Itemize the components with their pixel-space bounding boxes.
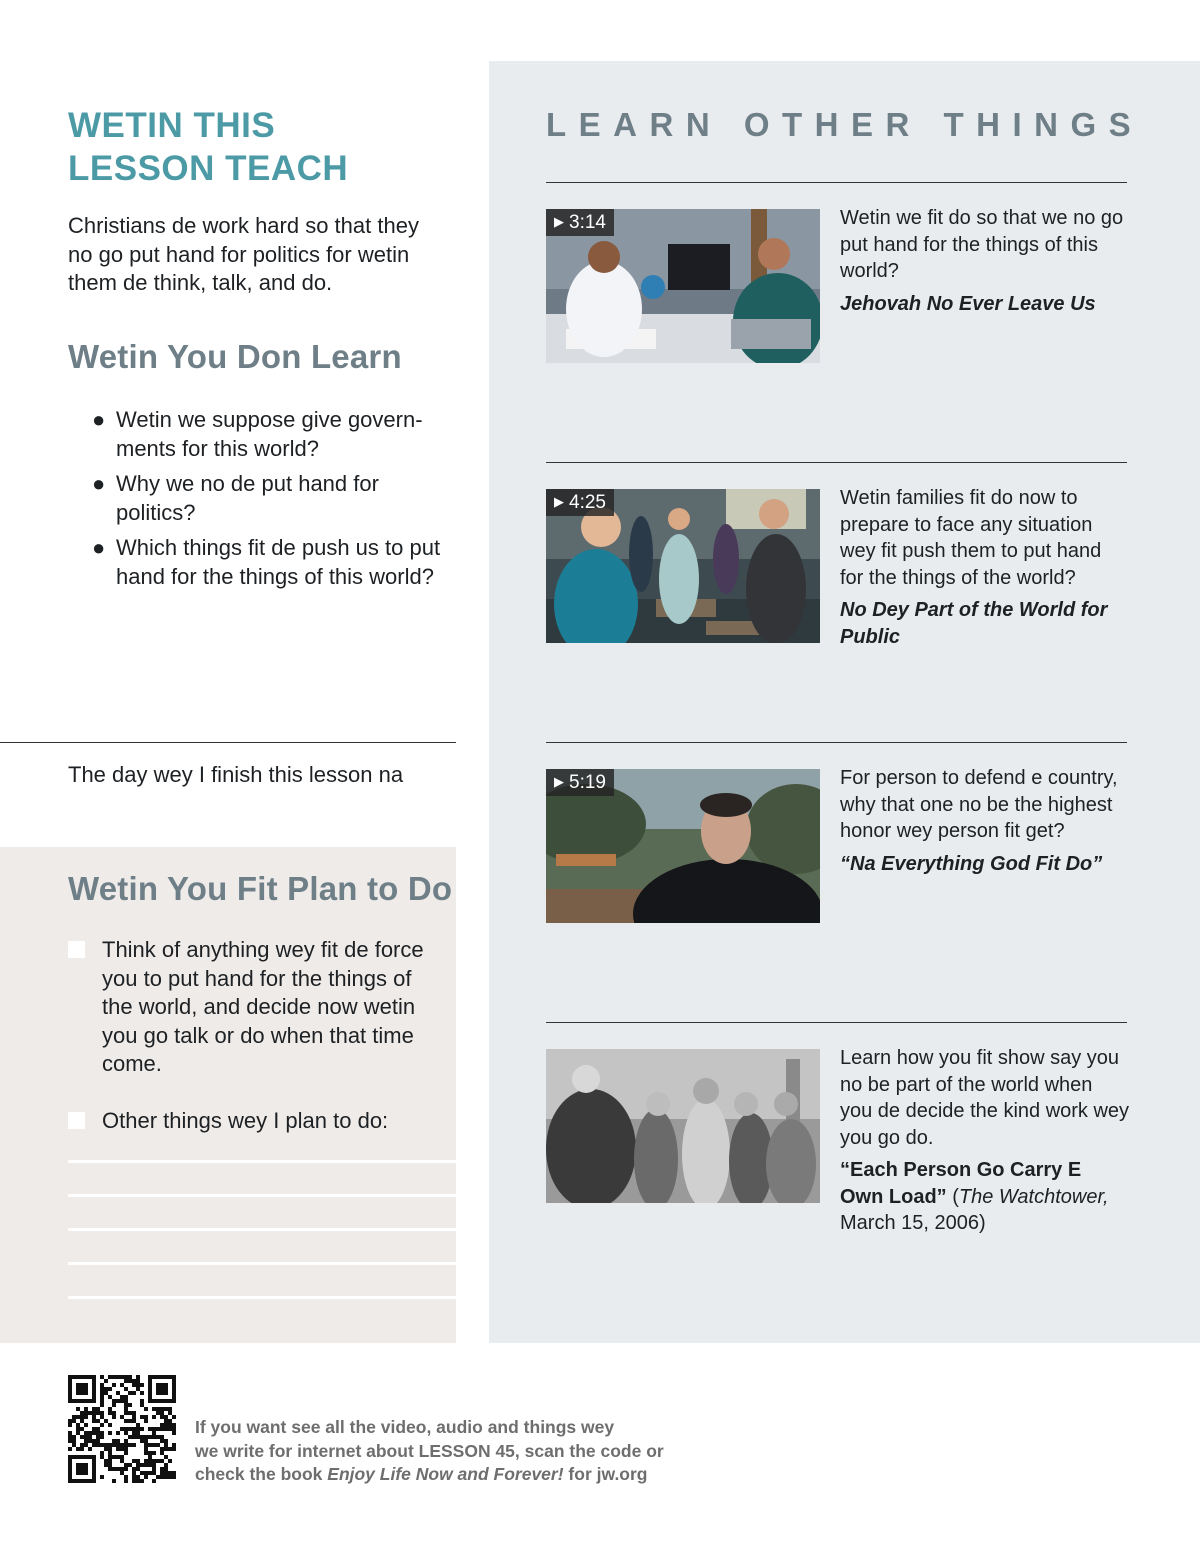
item-video-title[interactable]: Jehovah No Ever Leave Us (840, 292, 1096, 315)
play-icon: ▶ (554, 214, 564, 229)
review-question: ● Which things fit de push us to put hand for the things of this world? (92, 535, 441, 589)
review-question: ● Wetin we suppose give govern-ments for this world? (92, 407, 423, 461)
review-question: ● Why we no de put hand for politics? (92, 471, 379, 525)
video-thumbnail[interactable] (546, 209, 820, 363)
divider (546, 1022, 1127, 1023)
learn-more-item (840, 1045, 1130, 1237)
divider (546, 182, 1127, 183)
footer-note: If you want see all the video, audio and things wey we write for internet about LESSON 45, scan the code or check the book Enjoy Life Now and Forever! for jw.org (195, 1417, 664, 1484)
item-question: Learn how you fit show say you no be part of the world when you de decide the kind work wey you go do. (840, 1047, 1130, 1149)
learn-more-item (840, 205, 1130, 317)
divider (546, 742, 1127, 743)
qr-code-icon[interactable] (68, 1375, 176, 1483)
writing-line[interactable] (68, 1262, 456, 1265)
divider (546, 462, 1127, 463)
book-title: Enjoy Life Now and Forever! (327, 1464, 564, 1484)
writing-line[interactable] (68, 1296, 456, 1299)
item-article-reference: “Each Person Go Carry E Own Load” (The Watchtower, March 15, 2006) (840, 1159, 1109, 1234)
video-duration-badge: ▶ 4:25 (546, 489, 614, 516)
learn-more-heading: LEARN OTHER THINGS (546, 106, 1144, 143)
play-icon: ▶ (554, 774, 564, 789)
bullet-icon: ● (92, 471, 106, 496)
publication-name: The Watchtower, (958, 1185, 1109, 1208)
video-thumbnail[interactable] (546, 769, 820, 923)
publication-date: March 15, 2006) (840, 1212, 986, 1234)
video-duration-badge: ▶ 5:19 (546, 769, 614, 796)
lesson-summary-title: WETIN THIS LESSON TEACH (68, 106, 349, 188)
checkbox-icon[interactable] (68, 1112, 85, 1129)
learn-more-item (840, 765, 1130, 877)
writing-line[interactable] (68, 1228, 456, 1231)
divider (0, 742, 456, 743)
plan-heading: Wetin You Fit Plan to Do (68, 870, 453, 907)
item-question: Wetin we fit do so that we no go put hand for the things of this world? (840, 207, 1124, 282)
plan-item-text: Other things wey I plan to do: (102, 1108, 389, 1133)
writing-line[interactable] (68, 1160, 456, 1163)
review-questions-list (92, 406, 452, 598)
writing-line[interactable] (68, 1194, 456, 1197)
item-question: Wetin families fit do now to prepare to face any situation wey fit push them to put hand for the things of the world? (840, 487, 1102, 589)
item-article-title[interactable]: “Each Person Go Carry E Own Load” (840, 1159, 1082, 1208)
learn-more-item (840, 485, 1130, 650)
checkbox-icon[interactable] (68, 941, 85, 958)
finish-date-label[interactable]: The day wey I finish this lesson na (68, 762, 404, 787)
bullet-icon: ● (92, 407, 106, 432)
article-illustration[interactable] (546, 1049, 820, 1203)
bullet-icon: ● (92, 535, 106, 560)
item-video-title[interactable]: “Na Everything God Fit Do” (840, 852, 1103, 875)
item-video-title[interactable]: No Dey Part of the World for Public (840, 599, 1108, 648)
learned-heading: Wetin You Don Learn (68, 338, 402, 375)
play-icon: ▶ (554, 494, 564, 509)
video-duration-badge: ▶ 3:14 (546, 209, 614, 236)
video-thumbnail[interactable] (546, 489, 820, 643)
plan-item-text: Think of anything wey fit de force you to put hand for the things of the world, and decide now wetin you go talk or do when that time come. (102, 937, 424, 1076)
plan-panel (0, 847, 456, 1343)
lesson-summary-text: Christians de work hard so that they no go put hand for politics for wetin them de think, talk, and do. (68, 213, 419, 295)
item-question: For person to defend e country, why that one no be the highest honor wey person fit get? (840, 767, 1118, 842)
